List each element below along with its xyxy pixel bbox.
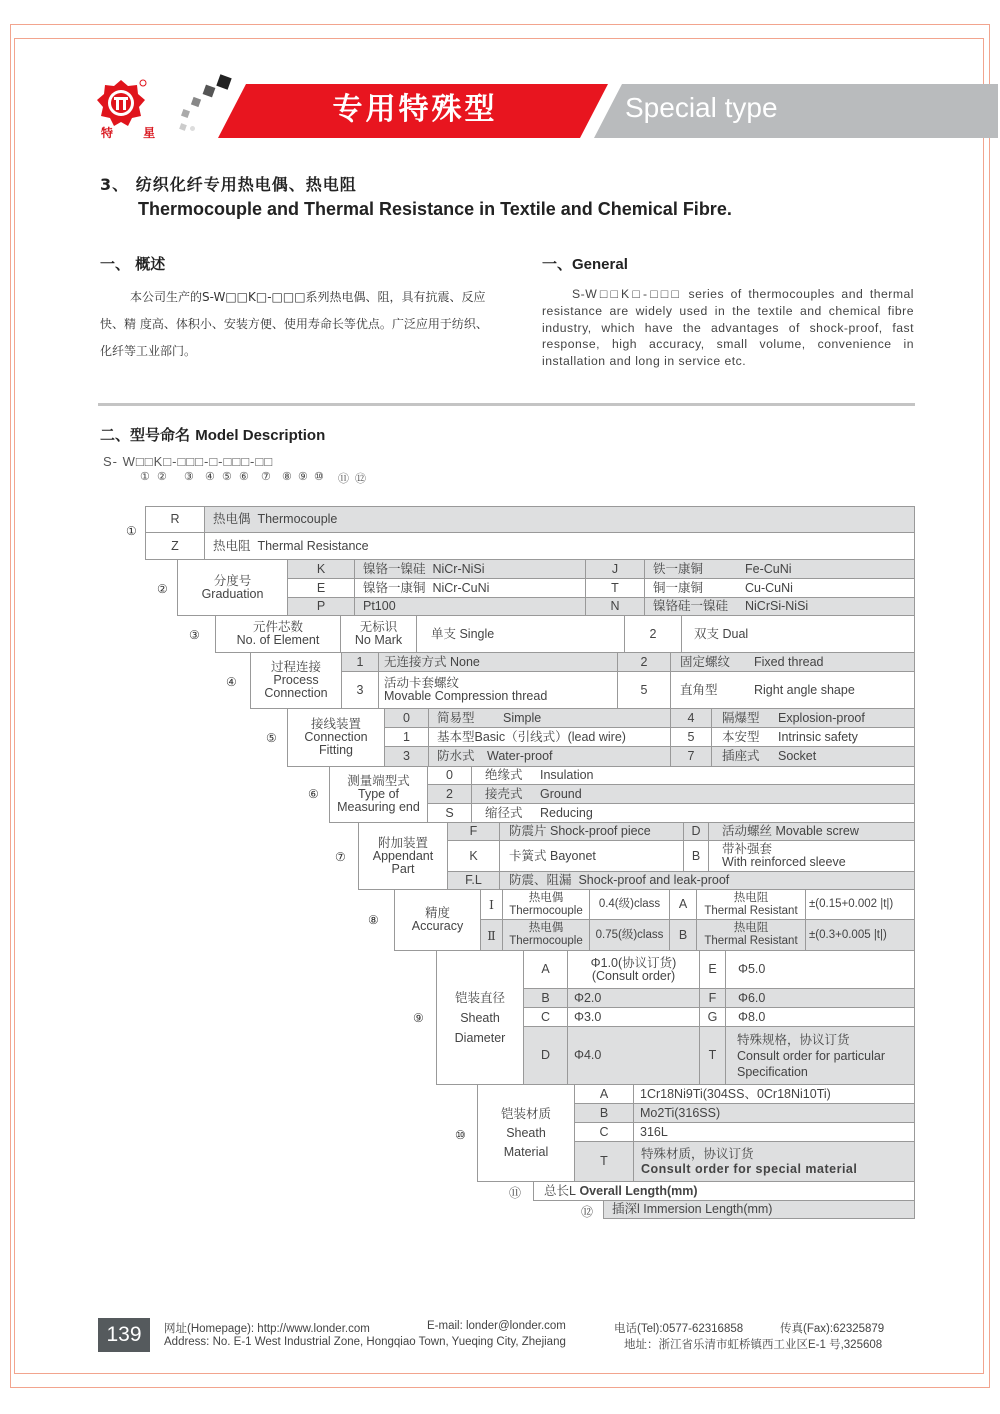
s3-code2: 2: [624, 615, 682, 653]
section-1-number: ①: [126, 524, 137, 538]
s5-cn: 基本型: [437, 729, 475, 744]
code-num: ⑨: [298, 470, 308, 483]
s6-en: Reducing: [540, 805, 593, 820]
code-num: ⑧: [282, 470, 292, 483]
s5-desc2: [711, 708, 915, 728]
s7-desc2: [708, 840, 915, 872]
s8-cn2: 热电阻: [733, 891, 769, 904]
code-num: ③: [184, 470, 194, 483]
s9-value2: [725, 1026, 915, 1085]
s2-desc2: [644, 578, 915, 598]
s10-label-en: Material: [503, 1144, 549, 1159]
s2-desc: [354, 578, 586, 598]
s3-mark-en: No Mark: [354, 633, 403, 647]
s5-desc2: [711, 727, 915, 747]
s7-desc: [499, 822, 684, 841]
section-divider: [98, 403, 915, 406]
s6-cn: 接壳式: [485, 786, 523, 801]
section-title-cn: 3、 纺织化纤专用热电偶、热电阻: [100, 175, 357, 194]
s9-special-en: Specification: [737, 1064, 808, 1079]
s10-label-en: Sheath: [506, 1125, 546, 1140]
s2-label: [177, 559, 288, 616]
s2-desc2: [644, 559, 915, 579]
section-3-number: ③: [189, 628, 200, 642]
s8-cn: 热电偶: [528, 891, 564, 904]
s8-cn2: 热电阻: [733, 922, 769, 934]
s7-en2: Movable screw: [775, 824, 859, 838]
code-num: ⑩: [314, 470, 324, 483]
s8-label: [394, 889, 481, 951]
model-heading: [100, 424, 325, 445]
s4-en2: Fixed thread: [754, 654, 824, 669]
s9-value: Φ4.0: [567, 1026, 700, 1085]
section-12-number: ⑫: [581, 1205, 594, 1219]
s5-label-en: Connection: [304, 730, 368, 744]
s10-value: 316L: [633, 1122, 915, 1142]
s7-en: Shock-proof piece: [550, 824, 651, 838]
s2-cn2: 镍铬硅一镍硅: [653, 599, 729, 613]
s1-desc-en: Thermal Resistance: [257, 538, 369, 553]
section-4-number: ④: [226, 675, 237, 689]
s8-en: Thermocouple: [509, 904, 583, 917]
s5-desc: [428, 727, 671, 747]
s7-label-en: Part: [391, 861, 415, 876]
s7-label: [358, 822, 448, 890]
s8-en2: Thermal Resistant: [704, 904, 798, 917]
s10-code: T: [574, 1141, 634, 1182]
s4-desc: [378, 671, 618, 709]
s6-desc: [471, 803, 915, 823]
s8-class: 0.75(级)class: [589, 919, 670, 951]
s6-code: 2: [427, 784, 472, 804]
s8-class: 0.4(级)class: [589, 889, 670, 920]
s9-special-en: Consult order for particular: [737, 1048, 885, 1063]
code-num: ④: [205, 470, 215, 483]
s1-code: Z: [145, 532, 205, 560]
s8-en2: Thermal Resistant: [704, 935, 798, 947]
s9-label-en: Diameter: [454, 1030, 506, 1045]
footer-tel: 电话(Tel):0577-62316858: [614, 1323, 744, 1335]
s4-label: [250, 652, 342, 709]
s9-code: C: [523, 1007, 568, 1027]
s5-cn: 简易型: [437, 710, 475, 725]
s7-cn2: 活动螺丝: [722, 824, 773, 838]
s1-desc-cn: 热电偶: [213, 512, 251, 526]
model-heading-en: Model Description: [195, 427, 326, 444]
s11-desc: [533, 1181, 915, 1201]
s8-code: Ⅱ: [480, 919, 503, 951]
s9-value-cn: Φ1.0(协议订货): [590, 955, 677, 970]
code-num: ⑫: [355, 472, 366, 485]
s9-value: Φ2.0: [567, 988, 700, 1008]
s6-label-en: Measuring end: [337, 800, 420, 814]
brand-logo-text: 特 星: [101, 126, 169, 140]
s4-code2: 5: [617, 671, 671, 709]
s10-special-cn: 特殊材质，协议订货: [641, 1146, 754, 1161]
code-num: ①: [140, 470, 150, 483]
s6-label-cn: 测量端型式: [347, 774, 410, 788]
s9-code: B: [523, 988, 568, 1008]
s9-value: Φ3.0: [567, 1007, 700, 1027]
s4-code: 3: [341, 671, 379, 709]
s12-desc: [603, 1200, 915, 1219]
s3-opt2: 双支 Dual: [681, 615, 915, 653]
code-num: ②: [157, 470, 167, 483]
s11-cn: 总长L: [544, 1183, 576, 1198]
s5-code: 3: [384, 746, 429, 767]
s5-code2: 4: [670, 708, 712, 728]
s2-en2: Fe-CuNi: [745, 561, 792, 576]
overview-text-en: S-W□□K□-□□□ series of thermocouples and thermal resistance are widely used in the textile and chemical fibre industry, which have the advantages of shock-proof, fast response, high accuracy, small volume, convenience in installation and long in service etc.: [542, 287, 914, 369]
s3-opt1: 单支 Single: [416, 615, 625, 653]
s7-code2: D: [683, 822, 709, 841]
s3-label-cn: 元件芯数: [252, 620, 303, 634]
s7-code: K: [447, 840, 500, 872]
s7-label-cn: 附加装置: [377, 835, 428, 850]
footer-address-cn: 地址：浙江省乐清市虹桥镇西工业区E-1 号,325608: [624, 1339, 883, 1351]
s4-code: 1: [341, 652, 379, 672]
s5-label-en: Fitting: [318, 743, 354, 757]
s2-cn2: 铜一康铜: [653, 580, 704, 595]
s2-cn2: 铁一康铜: [653, 561, 704, 576]
s1-desc-cn: 热电阻: [213, 538, 251, 553]
footer-email[interactable]: E-mail: londer@londer.com: [427, 1320, 566, 1332]
s2-label-en: Graduation: [201, 586, 264, 601]
s9-value2: Φ5.0: [725, 950, 915, 989]
s2-cn: 镍铬一康铜: [363, 580, 426, 595]
s5-en: Simple: [503, 710, 542, 725]
s6-cn: 绝缘式: [485, 768, 523, 782]
code-num: ⑤: [222, 470, 232, 483]
s9-label-en: Sheath: [460, 1010, 500, 1025]
s5-cn2: 本安型: [722, 729, 760, 744]
s2-label-cn: 分度号: [213, 573, 252, 588]
s7-en: Shock-proof and leak-proof: [578, 873, 730, 887]
s10-special-en: Consult order for special material: [641, 1161, 858, 1176]
section-7-number: ⑦: [335, 850, 346, 864]
s2-code2: T: [585, 578, 645, 598]
s9-value2: Φ6.0: [725, 988, 915, 1008]
s4-cn: 活动卡套螺纹: [384, 676, 460, 690]
s7-code2: B: [683, 840, 709, 872]
s7-code: F: [447, 822, 500, 841]
s5-desc2: [711, 746, 915, 767]
s6-code: 0: [427, 766, 472, 785]
s9-label: [436, 950, 524, 1085]
s5-code2: 7: [670, 746, 712, 767]
s8-tolerance: ±(0.3+0.005 |t|): [805, 919, 915, 951]
s8-code2: B: [669, 919, 697, 951]
s8-cn: 热电偶: [528, 922, 564, 934]
s3-mark: [340, 615, 417, 653]
s9-code2: F: [699, 988, 726, 1008]
s2-code: E: [287, 578, 355, 598]
s6-label: [329, 766, 428, 823]
s5-cn: 防水式: [437, 749, 475, 763]
s2-en: NiCr-CuNi: [432, 580, 490, 595]
s6-en: Insulation: [540, 768, 594, 782]
s12-cn: 插深l: [612, 1202, 640, 1216]
s10-label-cn: 铠装材质: [500, 1106, 551, 1121]
s1-desc-en: Thermocouple: [257, 512, 338, 526]
s5-cn2: 插座式: [722, 749, 760, 763]
code-num: ⑥: [239, 470, 249, 483]
banner-title-cn: 专用特殊型: [332, 92, 498, 127]
s11-en: Overall Length(mm): [579, 1183, 698, 1198]
s10-value: Mo2Ti(316SS): [633, 1103, 915, 1123]
s4-en2: Right angle shape: [754, 682, 855, 697]
s7-code: F.L: [447, 871, 500, 890]
s2-en: NiCr-NiSi: [432, 561, 485, 576]
s4-label-en: Connection: [264, 686, 328, 700]
s6-en: Ground: [540, 786, 582, 801]
s4-cn2: 固定螺纹: [680, 654, 731, 669]
s5-cn2: 隔爆型: [722, 710, 760, 725]
s6-desc: [471, 766, 915, 785]
s7-cn: 卡簧式: [509, 848, 547, 863]
section-9-number: ⑨: [413, 1011, 424, 1025]
s9-code2: E: [699, 950, 726, 989]
s8-desc: [502, 889, 590, 920]
section-8-number: ⑧: [368, 913, 379, 927]
s3-mark-cn: 无标识: [359, 620, 398, 634]
s5-code: 0: [384, 708, 429, 728]
s5-en: Basic（引线式）(lead wire): [474, 729, 626, 744]
s5-desc: [428, 746, 671, 767]
s2-desc: Pt100: [354, 597, 586, 616]
s9-code: D: [523, 1026, 568, 1085]
s3-label-en: No. of Element: [236, 633, 320, 647]
s9-special-cn: 特殊规格，协议订货: [737, 1032, 850, 1047]
s7-cn2: 带补强套: [722, 842, 773, 856]
s8-tolerance: ±(0.15+0.002 |t|): [805, 889, 915, 920]
overview-text-cn: 本公司生产的S-W□□K□-□□□系列热电偶、阻，具有抗震、反应快、精 度高、体积小、安装方便、使用寿命长等优点。广泛应用于纺织、化纤等工业部门。: [100, 290, 488, 358]
overview-heading-en: 一、General: [542, 256, 628, 273]
model-heading-cn: 二、型号命名: [100, 426, 196, 444]
s5-desc: [428, 708, 671, 728]
s5-label-cn: 接线装置: [310, 717, 361, 731]
s2-code: K: [287, 559, 355, 579]
section-6-number: ⑥: [308, 787, 319, 801]
overview-heading-cn: 一、 概述: [100, 255, 166, 273]
banner-title-en: Special type: [625, 92, 778, 123]
s8-code: Ⅰ: [480, 889, 503, 920]
s8-label-en: Accuracy: [411, 919, 464, 933]
s10-value: [633, 1141, 915, 1182]
s4-cn: 无连接方式: [384, 654, 447, 669]
section-11-number: ⑪: [509, 1186, 522, 1200]
s9-code2: G: [699, 1007, 726, 1027]
footer-address-en: Address: No. E-1 West Industrial Zone, Hongqiao Town, Yueqing City, Zhejiang: [164, 1336, 566, 1348]
section-title-en: Thermocouple and Thermal Resistance in Textile and Chemical Fibre.: [138, 199, 732, 219]
s2-cn: 镍铬一镍硅: [363, 561, 426, 576]
section-5-number: ⑤: [266, 731, 277, 745]
s2-code2: J: [585, 559, 645, 579]
s4-en: None: [450, 654, 480, 669]
s5-en2: Socket: [778, 749, 817, 763]
s7-cn: 防震、阻漏: [509, 873, 572, 887]
s9-value-en: (Consult order): [591, 968, 676, 983]
s9-value2: Φ8.0: [725, 1007, 915, 1027]
s4-cn2: 直角型: [680, 682, 718, 697]
s7-desc: [499, 840, 684, 872]
s4-label-cn: 过程连接: [270, 660, 321, 674]
s7-en: Bayonet: [550, 848, 596, 863]
s6-desc: [471, 784, 915, 804]
s8-code2: A: [669, 889, 697, 920]
s10-code: A: [574, 1084, 634, 1104]
model-code: S- W□□K□-□□□-□-□□□-□□: [103, 454, 274, 469]
s10-code: C: [574, 1122, 634, 1142]
s12-en: Immersion Length(mm): [643, 1202, 773, 1216]
section-10-number: ⑩: [455, 1128, 466, 1142]
s6-code: S: [427, 803, 472, 823]
s8-label-cn: 精度: [424, 906, 450, 920]
s5-label: [287, 708, 385, 767]
code-num: ⑦: [261, 470, 271, 483]
code-num: ⑪: [338, 472, 349, 485]
footer-fax: 传真(Fax):62325879: [780, 1323, 885, 1335]
s2-code: P: [287, 597, 355, 616]
s4-code2: 2: [617, 652, 671, 672]
footer-homepage[interactable]: 网址(Homepage): http://www.londer.com: [164, 1323, 370, 1335]
s8-desc2: [696, 919, 806, 951]
s9-code: A: [523, 950, 568, 989]
s2-code2: N: [585, 597, 645, 616]
s9-value: [567, 950, 700, 989]
s7-en2: With reinforced sleeve: [722, 855, 846, 869]
s5-code: 1: [384, 727, 429, 747]
s10-value: 1Cr18Ni9Ti(304SS、0Cr18Ni10Ti): [633, 1084, 915, 1104]
s7-cn: 防震片: [509, 824, 547, 838]
s1-desc: [204, 506, 915, 533]
s5-en2: Intrinsic safety: [778, 729, 858, 744]
s7-desc2: [708, 822, 915, 841]
s4-desc2: [670, 652, 915, 672]
s2-en2: NiCrSi-NiSi: [745, 599, 809, 613]
s5-en: Water-proof: [487, 749, 553, 763]
s1-code: R: [145, 506, 205, 533]
s2-desc: [354, 559, 586, 579]
s6-cn: 缩径式: [485, 805, 523, 820]
s8-desc2: [696, 889, 806, 920]
s4-en: Movable Compression thread: [384, 689, 548, 703]
s5-en2: Explosion-proof: [778, 710, 865, 725]
s4-desc2: [670, 671, 915, 709]
s1-desc: [204, 532, 915, 560]
s4-desc: [378, 652, 618, 672]
s10-label: [477, 1084, 575, 1182]
s4-label-en: Process: [273, 673, 319, 687]
s7-desc: [499, 871, 915, 890]
s7-label-en: Appendant: [372, 848, 434, 863]
s3-label: [215, 615, 341, 653]
s9-code2: T: [699, 1026, 726, 1085]
s8-desc: [502, 919, 590, 951]
s10-code: B: [574, 1103, 634, 1123]
s2-en2: Cu-CuNi: [745, 580, 793, 595]
section-2-number: ②: [157, 582, 168, 596]
s2-desc2: [644, 597, 915, 616]
s9-label-cn: 铠装直径: [454, 990, 505, 1005]
s8-en: Thermocouple: [509, 935, 583, 947]
s5-code2: 5: [670, 727, 712, 747]
page-number: 139: [98, 1318, 150, 1352]
s6-label-en: Type of: [358, 787, 399, 801]
